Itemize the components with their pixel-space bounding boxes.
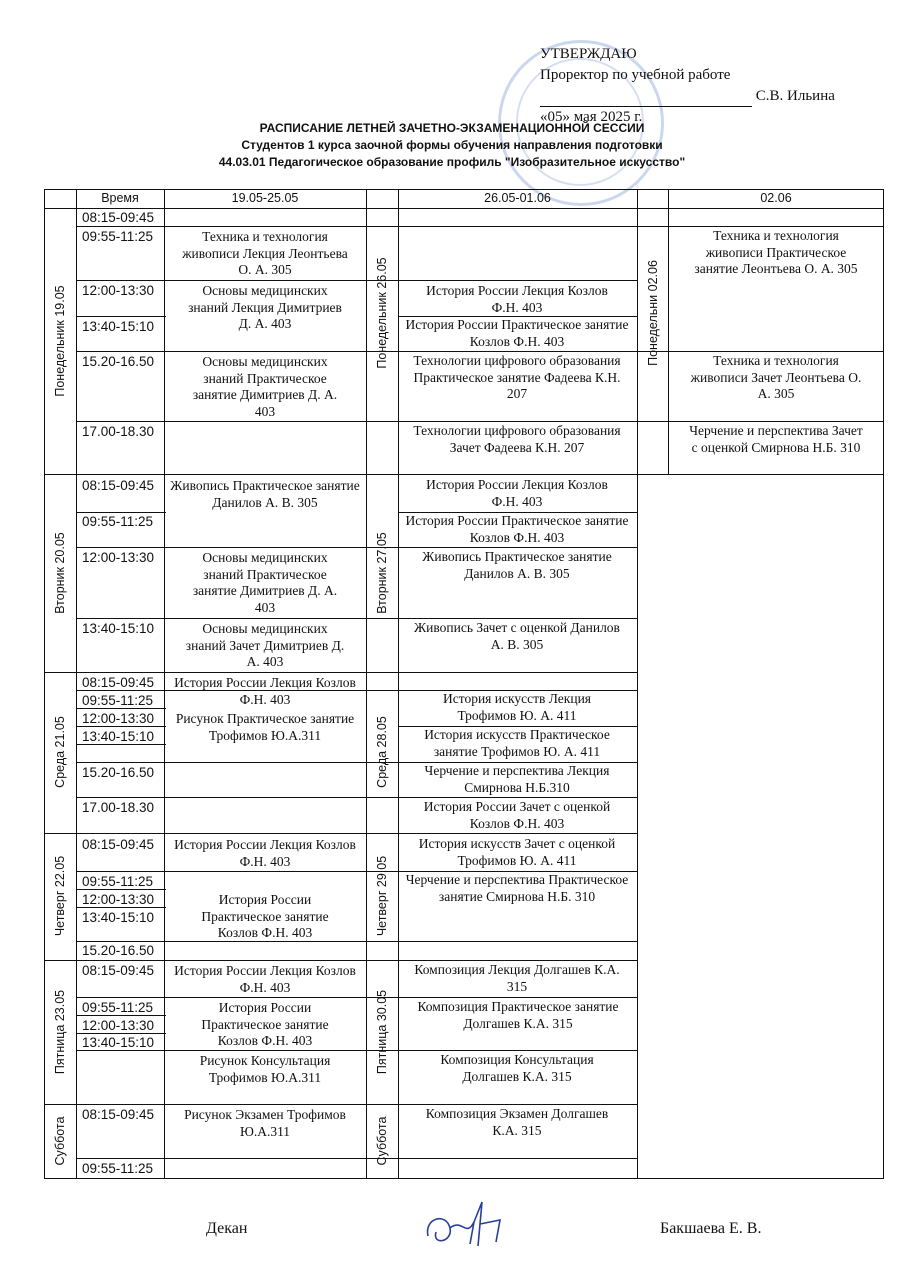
class-cell: Композиция Лекция Долгашев К.А. 315 xyxy=(414,962,620,994)
class-cell: История России Практическое занятие Козлов Ф.Н. 403 xyxy=(405,317,629,349)
time-slot: 12:00-13:30 xyxy=(82,550,155,565)
class-cell: Рисунок Экзамен Трофимов Ю.А.311 xyxy=(184,1107,346,1139)
approval-block xyxy=(540,44,835,128)
class-cell: Основы медицинских знаний Практическое занятие Димитриев Д. А. 403 xyxy=(192,550,338,615)
time-slot: 08:15-09:45 xyxy=(82,1107,155,1122)
class-cell: Основы медицинских знаний Лекция Димитриев Д. А. 403 xyxy=(188,283,342,331)
approval-name: С.В. Ильина xyxy=(755,88,835,104)
class-cell: Композиция Консультация Долгашев К.А. 315 xyxy=(440,1052,594,1084)
class-cell: Композиция Экзамен Долгашев К.А. 315 xyxy=(425,1106,609,1138)
day-label: Суббота xyxy=(375,1116,389,1166)
signature-line xyxy=(540,92,752,107)
day-label: Четверг 29.05 xyxy=(375,855,389,937)
time-slot: 13:40-15:10 xyxy=(82,621,155,636)
time-slot: 09:55-11:25 xyxy=(82,1000,154,1015)
time-slot: 08:15-09:45 xyxy=(82,963,155,978)
day-label: Вторник 20.05 xyxy=(53,532,67,614)
day-label: Пятница 30.05 xyxy=(375,989,389,1075)
schedule-title: РАСПИСАНИЕ ЛЕТНЕЙ ЗАЧЕТНО-ЭКЗАМЕНАЦИОННОЙ СЕССИИ xyxy=(259,121,645,135)
class-cell: Черчение и перспектива Зачет с оценкой Смирнова Н.Б. 310 xyxy=(689,423,863,455)
class-cell: История России Лекция Козлов Ф.Н. 403 xyxy=(174,675,356,707)
dean-label: Декан xyxy=(206,1220,248,1237)
time-slot: 13:40-15:10 xyxy=(82,910,155,925)
time-slot: 12:00-13:30 xyxy=(82,283,155,298)
time-slot: 09:55-11:25 xyxy=(82,693,154,708)
class-cell: История искусств Практическое занятие Трофимов Ю. А. 411 xyxy=(424,727,610,759)
time-slot: 09:55-11:25 xyxy=(82,1161,154,1176)
dean-name: Бакшаева Е. В. xyxy=(660,1220,762,1237)
class-cell: Рисунок Практическое занятие Трофимов Ю.А.311 xyxy=(175,711,355,743)
time-slot: 17.00-18.30 xyxy=(82,800,155,815)
class-cell: История искусств Зачет с оценкой Трофимов Ю. А. 411 xyxy=(418,836,616,868)
time-slot: 09:55-11:25 xyxy=(82,229,154,244)
time-slot: 13:40-15:10 xyxy=(82,729,155,744)
header-time: Время xyxy=(101,191,139,205)
class-cell: Технологии цифрового образования Зачет Фадеева К.Н. 207 xyxy=(413,423,621,455)
class-cell: История России Лекция Козлов Ф.Н. 403 xyxy=(426,283,608,315)
time-slot: 08:15-09:45 xyxy=(82,675,155,690)
approval-title: УТВЕРЖДАЮ xyxy=(540,46,637,62)
class-cell: Техника и технология живописи Зачет Леонтьева О. А. 305 xyxy=(690,353,862,401)
class-cell: Техника и технология живописи Лекция Леонтьева О. А. 305 xyxy=(182,229,348,277)
class-cell: История России Зачет с оценкой Козлов Ф.Н. 403 xyxy=(423,799,611,831)
day-label: Среда 28.05 xyxy=(375,716,389,788)
day-label: Понедельник 19.05 xyxy=(53,285,67,397)
day-label: Пятница 23.05 xyxy=(53,989,67,1075)
class-cell: История России Лекция Козлов Ф.Н. 403 xyxy=(426,477,608,509)
class-cell: История России Лекция Козлов Ф.Н. 403 xyxy=(174,837,356,869)
time-slot: 15.20-16.50 xyxy=(82,765,155,780)
time-slot: 12:00-13:30 xyxy=(82,892,155,907)
time-slot: 12:00-13:30 xyxy=(82,711,155,726)
time-slot: 08:15-09:45 xyxy=(82,837,155,852)
class-cell: Живопись Практическое занятие Данилов А. В. 305 xyxy=(422,549,612,581)
time-slot: 15.20-16.50 xyxy=(82,354,155,369)
time-slot: 08:15-09:45 xyxy=(82,478,155,493)
class-cell: Основы медицинских знаний Практическое занятие Димитриев Д. А. 403 xyxy=(192,354,338,419)
time-slot: 15.20-16.50 xyxy=(82,943,155,958)
class-cell: История России Практическое занятие Козлов Ф.Н. 403 xyxy=(201,1000,329,1048)
class-cell: Черчение и перспектива Практическое занятие Смирнова Н.Б. 310 xyxy=(405,872,629,904)
dean-signature xyxy=(420,1198,520,1258)
class-cell: Живопись Зачет с оценкой Данилов А. В. 305 xyxy=(414,620,620,652)
class-cell: Техника и технология живописи Практическое занятие Леонтьева О. А. 305 xyxy=(694,228,858,276)
time-slot: 13:40-15:10 xyxy=(82,1035,155,1050)
time-slot: 17.00-18.30 xyxy=(82,424,155,439)
header-week-1: 19.05-25.05 xyxy=(231,191,299,205)
class-cell: История России Лекция Козлов Ф.Н. 403 xyxy=(174,963,356,995)
class-cell: История России Практическое занятие Козлов Ф.Н. 403 xyxy=(405,513,629,545)
day-label: Понедельник 26.05 xyxy=(375,257,389,369)
class-cell: Композиция Практическое занятие Долгашев К.А. 315 xyxy=(417,999,619,1031)
class-cell: История России Практическое занятие Козлов Ф.Н. 403 xyxy=(201,892,329,940)
approval-position: Проректор по учебной работе xyxy=(540,67,731,83)
schedule-program: 44.03.01 Педагогическое образование профиль "Изобразительное искусство" xyxy=(218,155,686,169)
schedule-subtitle: Студентов 1 курса заочной формы обучения направления подготовки xyxy=(241,138,663,152)
day-label: Понедельни 02.06 xyxy=(646,260,660,366)
day-label: Вторник 27.05 xyxy=(375,532,389,614)
time-slot: 08:15-09:45 xyxy=(82,210,155,225)
class-cell: Основы медицинских знаний Зачет Димитриев Д. А. 403 xyxy=(185,621,345,669)
class-cell: Технологии цифрового образования Практическое занятие Фадеева К.Н. 207 xyxy=(413,353,621,401)
class-cell: История искусств Лекция Трофимов Ю. А. 411 xyxy=(442,691,591,723)
time-slot: 12:00-13:30 xyxy=(82,1018,155,1033)
class-cell: Рисунок Консультация Трофимов Ю.А.311 xyxy=(199,1053,331,1085)
day-label: Среда 21.05 xyxy=(53,716,67,788)
class-cell: Черчение и перспектива Лекция Смирнова Н.Б.310 xyxy=(424,763,610,795)
time-slot: 13:40-15:10 xyxy=(82,319,155,334)
approval-date: «05» мая 2025 г. xyxy=(540,109,643,125)
day-label: Четверг 22.05 xyxy=(53,855,67,937)
time-slot: 09:55-11:25 xyxy=(82,514,154,529)
class-cell: Живопись Практическое занятие Данилов А. В. 305 xyxy=(170,478,360,510)
header-week-3: 02.06 xyxy=(760,191,792,205)
header-week-2: 26.05-01.06 xyxy=(484,191,551,205)
day-label: Суббота xyxy=(53,1116,67,1166)
time-slot: 09:55-11:25 xyxy=(82,874,154,889)
